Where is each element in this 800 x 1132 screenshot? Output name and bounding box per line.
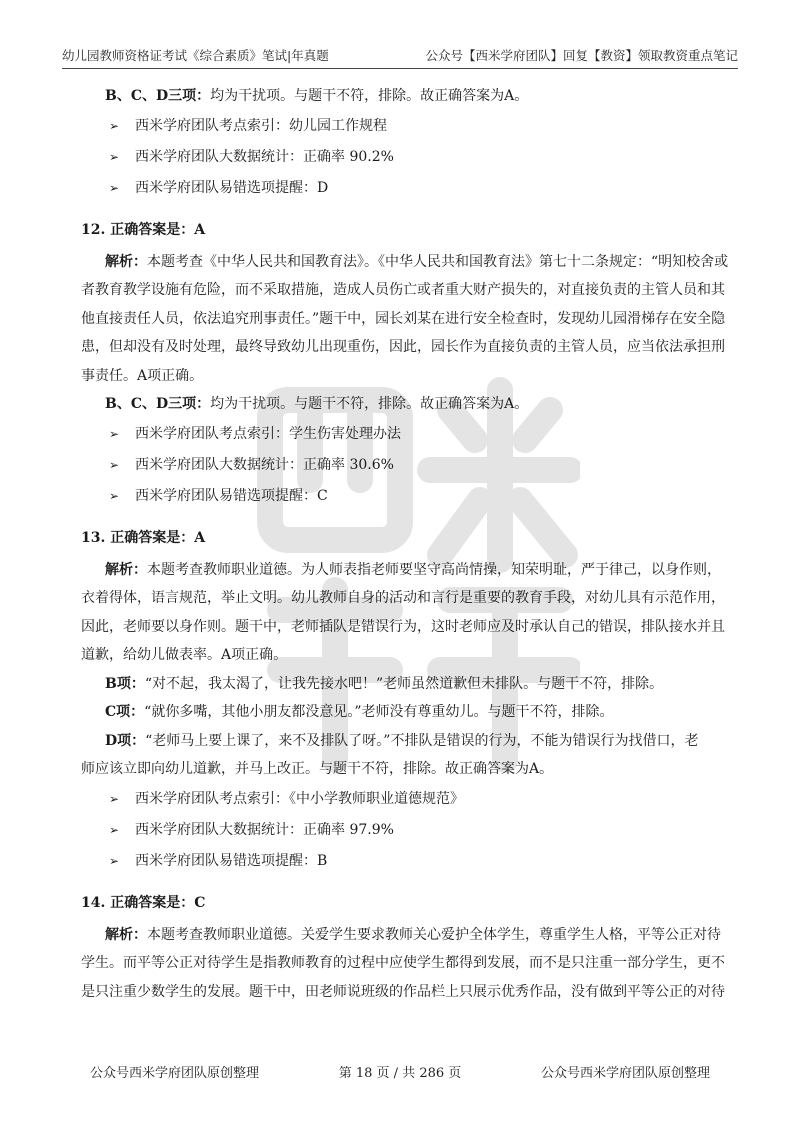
explanation-line: 解析：本题考查教师职业道德。关爱学生要求教师关心爱护全体学生，尊重学生人格，平等公正对待 — [105, 926, 721, 943]
footer-right-text: 公众号西米学府团队原创整理 — [540, 1066, 710, 1081]
arrow-bullet-icon: ➢ — [109, 791, 120, 806]
option-d-line: D项：“老师马上要上课了，来不及排队了呀。”不排队是错误的行为，不能为错误行为找借口，老 — [105, 732, 699, 749]
question-13-heading: 13. 正确答案是：A — [81, 529, 206, 546]
page-footer — [90, 1062, 710, 1082]
option-d-continuation: 师应该立即向幼儿道歉，并马上改正。与题干不符，排除。故正确答案为A。 — [81, 761, 554, 777]
arrow-bullet-icon: ➢ — [109, 180, 120, 195]
arrow-bullet-icon: ➢ — [109, 822, 120, 837]
option-c-line: C项：“就你多嘴，其他小朋友都没意见。”老师没有尊重幼儿。与题干不符，排除。 — [105, 704, 614, 720]
header-left-text: 幼儿园教师资格证考试《综合素质》笔试|年真题 — [62, 48, 329, 63]
question-12-heading: 12. 正确答案是：A — [81, 221, 206, 238]
option-b-line: B项：“对不起，我太渴了，让我先接水吧！”老师虽然道歉但未排队。与题干不符，排除。 — [105, 675, 664, 692]
explanation-line: 是只注重少数学生的发展。题干中，田老师说班级的作品栏上只展示优秀作品，没有做到平等公正的对待 — [81, 983, 725, 1000]
explanation-line: 因此，老师要以身作则。题干中，老师插队是错误行为，这时老师应及时承认自己的错误，排队接水并且 — [81, 618, 725, 635]
footer-left-text: 公众号西米学府团队原创整理 — [90, 1066, 260, 1081]
bullet-item: ➢ 西米学府团队大数据统计：正确率 30.6% — [105, 450, 732, 481]
bullet-item: ➢ 西米学府团队易错选项提醒：D — [105, 173, 732, 204]
arrow-bullet-icon: ➢ — [109, 149, 120, 164]
page-header — [62, 40, 738, 69]
arrow-bullet-icon: ➢ — [109, 426, 120, 441]
page-number: 第 18 页 / 共 286 页 — [338, 1066, 462, 1081]
explanation-line: 道歉，给幼儿做表率。A项正确。 — [81, 647, 288, 663]
arrow-bullet-icon: ➢ — [109, 118, 120, 133]
bullet-item: ➢ 西米学府团队大数据统计：正确率 90.2% — [105, 142, 732, 173]
bullet-item: ➢ 西米学府团队易错选项提醒：C — [105, 481, 732, 512]
explanation-line: 衣着得体，语言规范，举止文明。幼儿教师自身的活动和言行是重要的教育手段，对幼儿具有示范作用， — [81, 590, 725, 606]
explanation-line: 患，但却没有及时处理，最终导致幼儿出现重伤，因此，园长作为直接负责的主管人员，应当依法承担刑 — [81, 339, 725, 355]
page-content — [81, 82, 732, 1006]
arrow-bullet-icon: ➢ — [109, 853, 120, 868]
explanation-line: 解析：本题考查教师职业道德。为人师表指老师要坚守高尚情操，知荣明耻，严于律己，以身作则， — [105, 561, 721, 578]
arrow-bullet-icon: ➢ — [109, 488, 120, 503]
arrow-bullet-icon: ➢ — [109, 457, 120, 472]
explanation-line: 者教育教学设施有危险，而不采取措施，造成人员伤亡或者重大财产损失的，对直接负责的主管人员和其 — [81, 282, 725, 298]
bullet-item: ➢ 西米学府团队考点索引：《中小学教师职业道德规范》 — [105, 784, 732, 815]
explanation-line: 他直接责任人员，依法追究刑事责任。”题干中，园长刘某在进行安全检查时，发现幼儿园滑梯存在安全隐 — [81, 310, 726, 327]
explanation-line: 学生。而平等公正对待学生是指教师教育的过程中应使学生都得到发展，而不是只注重一部分学生，更不 — [81, 955, 725, 971]
bullet-item: ➢ 西米学府团队考点索引：幼儿园工作规程 — [105, 111, 732, 142]
bullet-item: ➢ 西米学府团队考点索引：学生伤害处理办法 — [105, 419, 732, 450]
explanation-line: 事责任。A项正确。 — [81, 367, 204, 384]
option-line: B、C、D三项：均为干扰项。与题干不符，排除。故正确答案为A。 — [105, 396, 529, 412]
bullet-item: ➢ 西米学府团队易错选项提醒：B — [105, 846, 732, 877]
bullet-item: ➢ 西米学府团队大数据统计：正确率 97.9% — [105, 815, 732, 846]
explanation-line: 解析：本题考查《中华人民共和国教育法》。《中华人民共和国教育法》第七十二条规定：“明知校舍或 — [105, 253, 729, 270]
question-14-heading: 14. 正确答案是：C — [81, 894, 206, 911]
header-right-text: 公众号【西米学府团队】回复【教资】领取教资重点笔记 — [425, 48, 738, 63]
option-line: B、C、D三项：均为干扰项。与题干不符，排除。故正确答案为A。 — [105, 88, 529, 104]
